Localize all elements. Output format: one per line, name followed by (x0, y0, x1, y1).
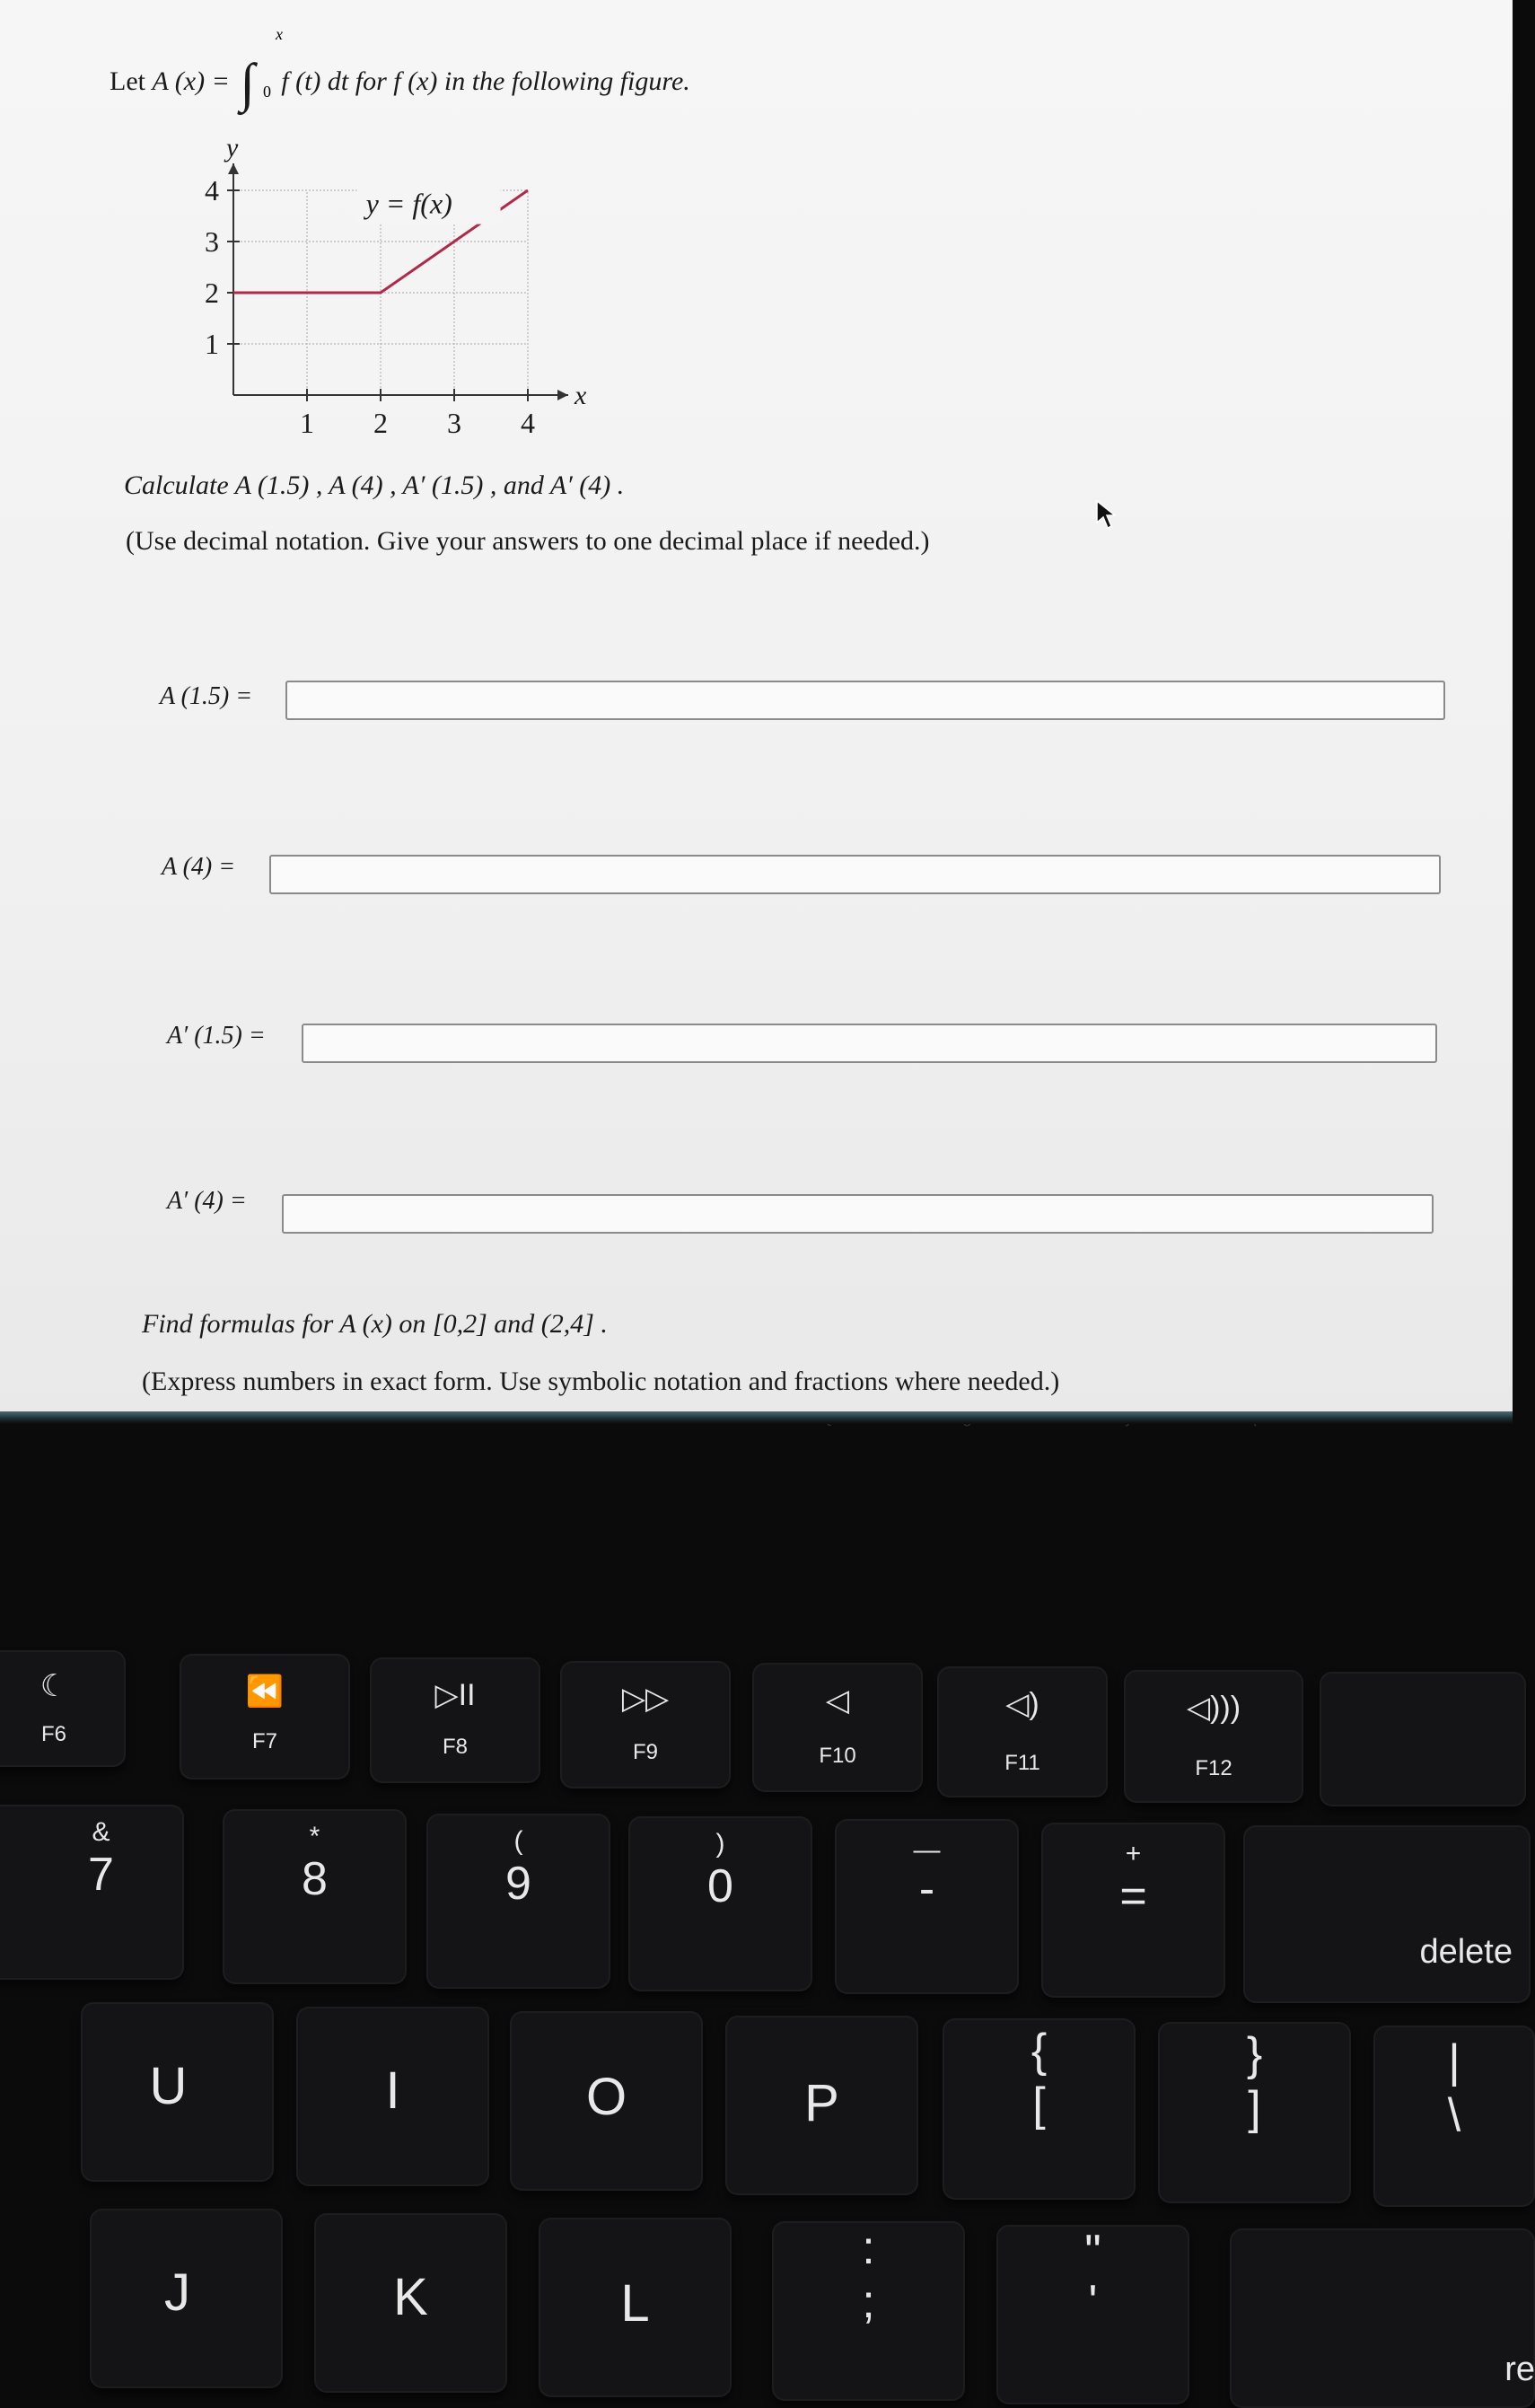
y-tick-label: 1 (205, 328, 219, 360)
key-j[interactable] (90, 2209, 283, 2388)
key-equals-main: = (1119, 1870, 1147, 1922)
answer-input-Aprime-4[interactable] (282, 1194, 1434, 1234)
key-i-label: I (385, 2061, 400, 2120)
definition-rhs: f (t) dt for f (x) in the following figure. (281, 66, 690, 96)
key-backslash-main: \ (1447, 2089, 1461, 2141)
key-minus-main: - (918, 1863, 935, 1915)
key-8[interactable] (223, 1809, 407, 1984)
x-tick-label: 2 (373, 407, 388, 439)
key-f11-label: F11 (1004, 1751, 1040, 1775)
key-colon: : (862, 2222, 875, 2274)
key-backslash[interactable] (1373, 2026, 1535, 2207)
lead-text: Let (110, 66, 145, 96)
y-tick-label: 2 (205, 277, 219, 309)
key-9-shift: ( (513, 1826, 523, 1856)
x-axis-arrow (557, 390, 568, 400)
key-open-bracket-main: [ (1032, 2078, 1046, 2131)
key-f7-label: F7 (251, 1729, 277, 1753)
key-equals[interactable] (1041, 1823, 1225, 1998)
fast-forward-icon: ▷▷ (621, 1682, 670, 1716)
key-k-label: K (393, 2268, 428, 2326)
mouse-cursor-icon (1095, 499, 1120, 532)
key-quote-main: ' (1088, 2276, 1098, 2328)
find-formulas-instruction: Find formulas for A (x) on [0,2] and (2,4] . (142, 1309, 608, 1339)
key-f12-label: F12 (1195, 1756, 1232, 1780)
x-tick-label: 1 (300, 407, 314, 439)
key-l-label: L (620, 2274, 650, 2333)
y-axis-arrow (228, 163, 239, 174)
key-o[interactable] (510, 2011, 703, 2191)
integral-sign: ∫ (240, 53, 255, 112)
key-8-main: 8 (302, 1853, 328, 1905)
key-delete-label: delete (1419, 1933, 1513, 1971)
volume-down-icon: ◁) (1005, 1687, 1039, 1721)
key-i[interactable] (296, 2007, 489, 2186)
key-k[interactable] (314, 2213, 507, 2393)
key-close-bracket-main: ] (1248, 2082, 1261, 2134)
key-o-label: O (585, 2068, 627, 2126)
key-0-main: 0 (707, 1860, 733, 1912)
key-f9-label: F9 (632, 1740, 658, 1764)
key-f12[interactable] (1124, 1670, 1303, 1803)
answer-input-A-1.5[interactable] (285, 681, 1445, 720)
key-power[interactable] (1320, 1672, 1526, 1806)
key-f9[interactable] (560, 1661, 731, 1788)
key-9-main: 9 (505, 1858, 531, 1910)
moon-icon: ☾ (39, 1669, 68, 1703)
volume-up-icon: ◁))) (1186, 1691, 1241, 1725)
integral-lower-limit: 0 (263, 83, 271, 101)
calculate-instruction: Calculate A (1.5) , A (4) , A′ (1.5) , and A′ (4) . (124, 470, 625, 500)
key-f8-label: F8 (442, 1735, 468, 1759)
key-delete[interactable] (1243, 1825, 1531, 2003)
definition-lhs: A (x) = (152, 66, 230, 96)
key-return[interactable] (1230, 2228, 1535, 2408)
key-return-label: re (1504, 2351, 1535, 2388)
key-7[interactable] (0, 1805, 184, 1980)
key-equals-shift: + (1125, 1839, 1142, 1868)
x-tick-label: 4 (521, 407, 535, 439)
key-minus[interactable] (835, 1819, 1019, 1994)
key-l[interactable] (539, 2218, 732, 2397)
key-semicolon-main: ; (862, 2276, 875, 2328)
key-double-quote: " (1084, 2226, 1101, 2278)
key-quote[interactable] (996, 2225, 1189, 2404)
answer-input-Aprime-1.5[interactable] (302, 1024, 1437, 1063)
key-f10[interactable] (752, 1663, 923, 1792)
key-j-label: J (164, 2263, 190, 2322)
key-8-shift: * (309, 1822, 320, 1851)
key-close-bracket[interactable] (1158, 2022, 1351, 2203)
key-p-label: P (804, 2074, 839, 2132)
x-tick-label: 3 (447, 407, 461, 439)
calculate-note: (Use decimal notation. Give your answers to one decimal place if needed.) (126, 526, 930, 556)
key-u-label: U (149, 2057, 188, 2115)
laptop-keyboard (0, 1428, 1535, 2388)
x-axis-label: x (575, 381, 587, 410)
key-0[interactable] (628, 1816, 812, 1991)
question-definition (110, 41, 690, 112)
screen-bezel (0, 1411, 1513, 1424)
key-7-shift: & (92, 1817, 110, 1847)
key-f7[interactable] (180, 1654, 350, 1780)
answer-label-A-1.5: A (1.5) = (160, 682, 253, 710)
key-pipe: | (1448, 2035, 1460, 2087)
integral-upper-limit: x (276, 25, 283, 43)
key-0-shift: ) (715, 1829, 725, 1859)
key-open-brace: { (1031, 2025, 1048, 2077)
key-u[interactable] (81, 2002, 274, 2182)
formula-note: (Express numbers in exact form. Use symbolic notation and fractions where needed.) (142, 1367, 1060, 1396)
y-tick-label: 3 (205, 225, 219, 258)
key-p[interactable] (725, 2016, 918, 2195)
key-7-main: 7 (88, 1849, 114, 1901)
key-9[interactable] (426, 1814, 610, 1989)
answer-label-Aprime-1.5: A′ (1.5) = (167, 1022, 266, 1050)
key-f10-label: F10 (819, 1744, 856, 1768)
rewind-icon: ⏪ (245, 1674, 285, 1709)
curve-label: y = f(x) (365, 187, 452, 220)
key-close-brace: } (1246, 2028, 1263, 2080)
key-open-bracket[interactable] (943, 2018, 1136, 2200)
key-f6[interactable] (0, 1650, 126, 1767)
answer-label-A-4: A (4) = (162, 853, 236, 881)
key-f11[interactable] (937, 1666, 1108, 1797)
answer-label-Aprime-4: A′ (4) = (167, 1187, 247, 1215)
key-f8[interactable] (370, 1657, 540, 1783)
mute-icon: ◁ (825, 1683, 850, 1718)
answer-input-A-4[interactable] (269, 855, 1441, 894)
y-axis-label: y (226, 133, 239, 163)
key-f6-label: F6 (40, 1722, 66, 1746)
function-graph (180, 126, 790, 449)
y-tick-label: 4 (205, 174, 219, 207)
key-semicolon[interactable] (772, 2221, 965, 2401)
play-pause-icon: ▷II (434, 1678, 476, 1712)
key-minus-shift: — (913, 1835, 941, 1865)
